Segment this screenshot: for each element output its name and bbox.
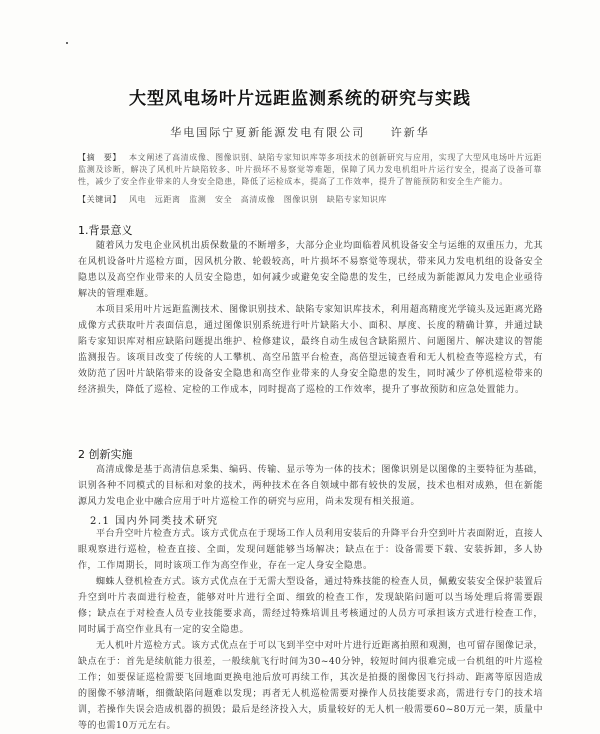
subsection-heading-domestic-foreign: 2.1 国内外同类技术研究 xyxy=(90,516,219,527)
paragraph-drone-method: 无人机叶片巡检方式。该方式优点在于可以飞到半空中对叶片进行近距离拍照和观测，也可留存图像记录，缺点在于：首先是续航能力很差，一般续航飞行时间为30~40分钟，较短时间内很难完成一台机组的叶片巡检工作；如要保证巡检需要飞回地面更换电池后放可再续工作，其次是拍摄的图像因飞行抖动、距离等原因造成的图像不够清晰，细微缺陷问题难以发现；再者无人机巡检需要对操作人员技能要求高，需进行专门的技术培训，若操作失误会造成机器的损毁；最后是经济投入大，质量较好的无人机一般需要60~80万元一架，质量中等的也需10万元左右。 xyxy=(78,641,543,731)
abstract xyxy=(78,152,542,188)
paragraph-platform-method: 平台升空叶片检查方式。该方式优点在于现场工作人员利用安装后的升降平台升空到叶片表面附近，直接人眼观察进行巡检，检查直接、全面，发现问题能够当场解决；缺点在于：设备需要下载、安装拆卸，多人协作，工作周期长，同时该项工作为高空作业，存在一定人身安全隐患。 xyxy=(78,529,543,571)
keywords-text: 风电 远距离 监测 安全 高清成像 图像识别 缺陷专家知识库 xyxy=(129,195,387,204)
affiliation: 华电国际宁夏新能源发电有限公司 xyxy=(170,126,366,139)
author-line xyxy=(0,124,600,140)
abstract-label: 【摘 要】 xyxy=(78,153,122,162)
section-heading-background: 1.背景意义 xyxy=(78,224,133,237)
paragraph-background-1: 随着风力发电企业风机出质保数量的不断增多，大部分企业均面临着风机设备安全与运维的双重压力，尤其在风机设备叶片巡检方面，因风机分散、轮毂较高，叶片损坏不易察觉等现状，带来风力发电机组的设备安全隐患以及高空作业带来的人员安全隐患，如何减少或避免安全隐患的发生，已经成为新能源风力发电企业亟待解决的管理难题。 xyxy=(78,241,543,299)
keywords-label: 【关键词】 xyxy=(78,195,121,204)
paragraph-spiderman-method: 蜘蛛人登机检查方式。该方式优点在于无需大型设备，通过特殊技能的检查人员，佩戴安装安全保护装置后升空到叶片表面进行检查，能够对叶片进行全面、细致的检查工作，发现缺陷问题可以当场处理后将需要跟修；缺点在于对检查人员专业技能要求高，需经过特殊培训且考核通过的人员方可承担该方式进行检查工作，同时属于高空作业具有一定的安全隐患。 xyxy=(78,577,543,635)
author-name: 许新华 xyxy=(390,126,430,139)
abstract-text: 本文阐述了高清成像、图像识别、缺陷专家知识库等多项技术的创新研究与应用，实现了大型风电场叶片远距监测及诊断，解决了风机叶片缺陷较多、叶片损坏不易察觉等难题，保障了风力发电机组叶片运行安全，提高了设备可靠性，减少了安全作业带来的人身安全隐患，降低了运检成本，提高了工作效率，提升了智能预防和安全生产能力。 xyxy=(78,153,543,186)
section-heading-innovation: 2 创新实施 xyxy=(78,448,133,461)
scan-speck xyxy=(66,42,68,44)
paper-title: 大型风电场叶片远距监测系统的研究与实践 xyxy=(129,89,471,109)
keywords xyxy=(78,194,542,206)
paragraph-innovation-1: 高清成像是基于高清信息采集、编码、传输、显示等为一体的技术；图像识别是以图像的主要特征为基础，识别各种不同模式的目标和对象的技术，两种技术在各自领域中都有较快的发展，技术也相对成熟，但在新能源风力发电企业中融合应用于叶片巡检工作的研究与应用，尚未发现有相关报道。 xyxy=(78,465,543,507)
paragraph-background-2: 本项目采用叶片远距监测技术、图像识别技术、缺陷专家知识库技术，利用超高精度光学镜头及远距离光路成像方式获取叶片表面信息，通过图像识别系统进行叶片缺陷大小、面积、厚度、长度的精确计算，并通过缺陷专家知识库对相应缺陷问题提出维护、检修建议，最终自动生成包含缺陷照片、问题图片、解决建议的智能监测报告。该项目改变了传统的人工攀机、高空吊篮平台检查，高倍望远镜查看和无人机检查等巡检方式，有效防范了因叶片缺陷带来的设备安全隐患和高空作业带来的人身安全隐患的发生，同时减少了停机巡检带来的经济损失，降低了巡检、定检的工作成本，同时提高了巡检的工作效率，提升了事故预防和应急处置能力。 xyxy=(78,305,543,395)
